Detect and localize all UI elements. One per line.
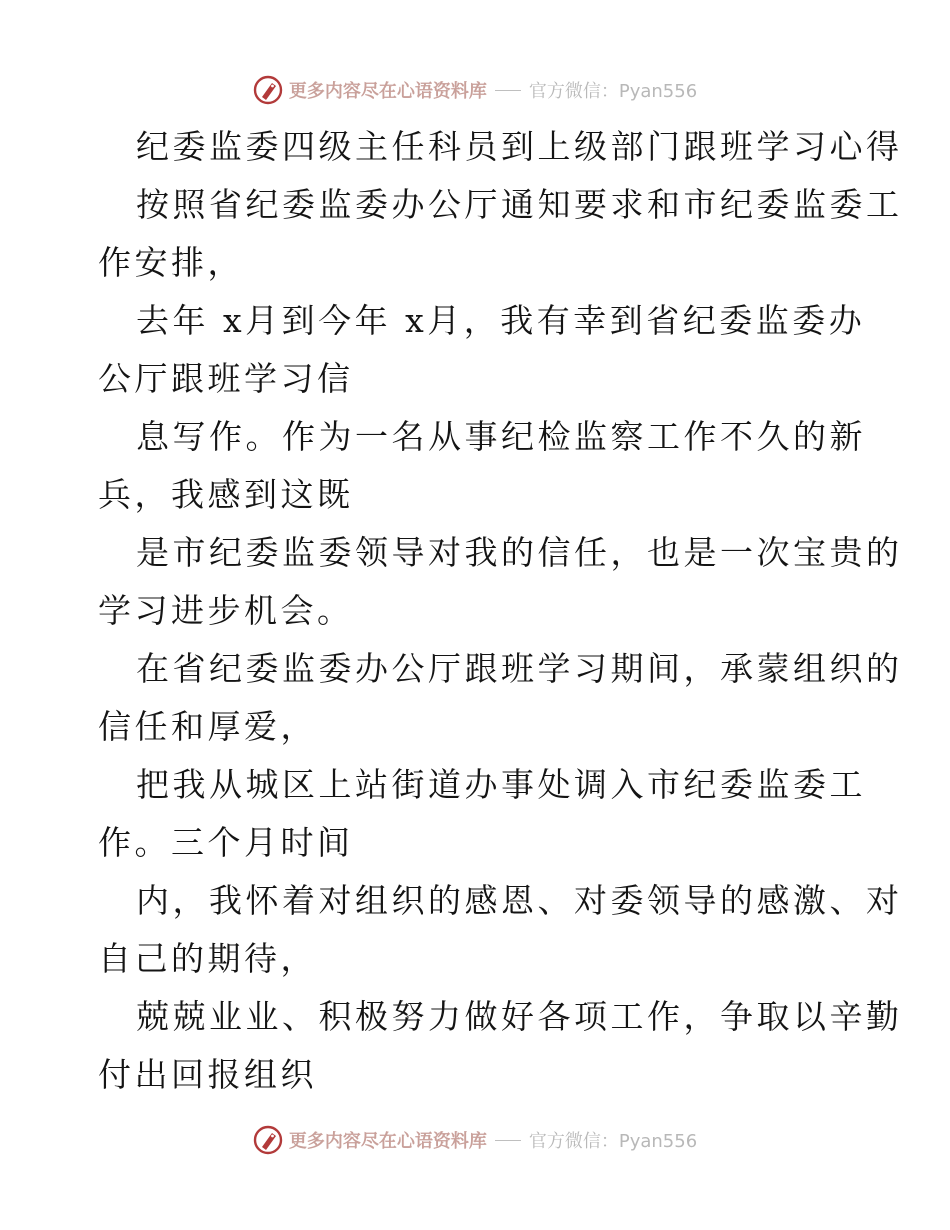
banner-brand-text: 更多内容尽在心语资料库 — [288, 1131, 487, 1152]
banner-brand-text: 更多内容尽在心语资料库 — [288, 81, 487, 102]
paragraph-line: 兢兢业业、积极努力做好各项工作，争取以辛勤 — [136, 997, 903, 1036]
document-title: 纪委监委四级主任科员到上级部门跟班学习心得 — [136, 127, 903, 166]
paragraph-line: 息写作。作为一名从事纪检监察工作不久的新 — [136, 417, 866, 456]
paragraph-line: 去年 x月到今年 x月，我有幸到省纪委监委办 — [136, 301, 866, 340]
paragraph-line: 作安排， — [98, 243, 244, 282]
banner-wechat-text: 官方微信：Pyan556 — [528, 81, 698, 102]
paragraph-line: 按照省纪委监委办公厅通知要求和市纪委监委工 — [136, 185, 903, 224]
header-banner — [0, 70, 950, 110]
paragraph-line: 在省纪委监委办公厅跟班学习期间，承蒙组织的 — [136, 649, 903, 688]
paragraph-line: 自己的期待， — [98, 939, 317, 978]
banner-divider — [495, 1140, 521, 1141]
paragraph-line: 把我从城区上站街道办事处调入市纪委监委工 — [136, 765, 866, 804]
paragraph-line: 兵，我感到这既 — [98, 475, 354, 514]
pen-nib-logo-icon — [253, 1125, 283, 1155]
footer-banner — [0, 1120, 950, 1160]
paragraph-line: 学习进步机会。 — [98, 591, 354, 630]
paragraph-line: 付出回报组织 — [98, 1055, 317, 1094]
paragraph-line: 内，我怀着对组织的感恩、对委领导的感激、对 — [136, 881, 903, 920]
document-body — [98, 118, 903, 1104]
banner-divider — [495, 90, 521, 91]
paragraph-line: 是市纪委监委领导对我的信任，也是一次宝贵的 — [136, 533, 903, 572]
banner-wechat-text: 官方微信：Pyan556 — [528, 1131, 698, 1152]
paragraph-line: 作。三个月时间 — [98, 823, 354, 862]
paragraph-line: 信任和厚爱， — [98, 707, 317, 746]
pen-nib-logo-icon — [253, 75, 283, 105]
paragraph-line: 公厅跟班学习信 — [98, 359, 354, 398]
